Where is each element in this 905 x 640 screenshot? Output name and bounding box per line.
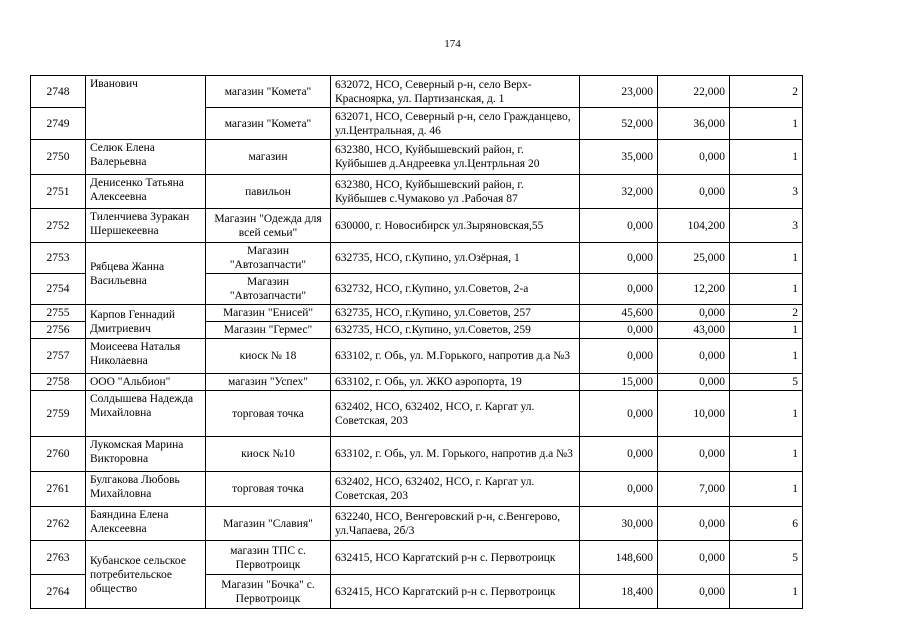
person-name: Иванович [86,76,206,140]
value-1: 45,600 [580,305,658,322]
table-row [31,391,803,437]
table-row [31,243,803,274]
person-name: Селюк Елена Валерьевна [86,140,206,175]
address: 632402, НСО, 632402, НСО, г. Каргат ул. Советская, 203 [331,391,580,437]
row-number: 2748 [31,76,86,108]
value-3: 1 [730,575,803,609]
address: 633102, г. Обь, ул. М.Горького, напротив д.а №3 [331,339,580,374]
value-2: 0,000 [658,507,730,541]
value-2: 36,000 [658,108,730,140]
page-number: 174 [444,38,461,50]
shop-name: Магазин "Автозапчасти" [206,274,331,305]
row-number: 2749 [31,108,86,140]
value-3: 1 [730,322,803,339]
shop-name: Магазин "Бочка" с. Первотроицк [206,575,331,609]
table-row [31,339,803,374]
person-name: Тиленчиева Зуракан Шершекеевна [86,209,206,243]
value-2: 104,200 [658,209,730,243]
value-2: 10,000 [658,391,730,437]
value-3: 2 [730,305,803,322]
value-1: 0,000 [580,274,658,305]
value-3: 1 [730,274,803,305]
row-number: 2759 [31,391,86,437]
value-2: 0,000 [658,374,730,391]
value-3: 6 [730,507,803,541]
table-row [31,374,803,391]
address: 633102, г. Обь, ул. М. Горького, напротив д.а №3 [331,437,580,472]
value-3: 1 [730,108,803,140]
value-2: 43,000 [658,322,730,339]
value-1: 148,600 [580,541,658,575]
value-3: 1 [730,243,803,274]
shop-name: магазин "Комета" [206,108,331,140]
person-name: Баяндина Елена Алексеевна [86,507,206,541]
row-number: 2757 [31,339,86,374]
person-name: Моисеева Наталья Николаевна [86,339,206,374]
row-number: 2755 [31,305,86,322]
person-name: Булгакова Любовь Михайловна [86,472,206,507]
person-name: Кубанское сельское потребительское общество [86,541,206,609]
table-row [31,175,803,209]
value-2: 0,000 [658,140,730,175]
address: 630000, г. Новосибирск ул.Зыряновская,55 [331,209,580,243]
row-number: 2760 [31,437,86,472]
value-1: 0,000 [580,209,658,243]
shop-name: Магазин "Енисей" [206,305,331,322]
value-1: 30,000 [580,507,658,541]
value-2: 12,200 [658,274,730,305]
value-3: 5 [730,541,803,575]
value-1: 52,000 [580,108,658,140]
value-2: 0,000 [658,305,730,322]
value-2: 0,000 [658,575,730,609]
shop-name: магазин [206,140,331,175]
address: 632380, НСО, Куйбышевский район, г. Куйбышев д.Андреевка ул.Центрльная 20 [331,140,580,175]
table-row [31,472,803,507]
row-number: 2762 [31,507,86,541]
shop-name: Магазин "Одежда для всей семьи" [206,209,331,243]
value-1: 0,000 [580,322,658,339]
shop-name: торговая точка [206,472,331,507]
shop-name: киоск № 18 [206,339,331,374]
row-number: 2752 [31,209,86,243]
value-2: 0,000 [658,175,730,209]
data-table [30,75,803,609]
address: 632735, НСО, г.Купино, ул.Советов, 259 [331,322,580,339]
value-3: 1 [730,391,803,437]
shop-name: Магазин "Гермес" [206,322,331,339]
person-name: Карпов Геннадий Дмитриевич [86,305,206,339]
value-1: 18,400 [580,575,658,609]
table-row [31,76,803,108]
address: 632415, НСО Каргатский р-н с. Первотроицк [331,575,580,609]
value-1: 23,000 [580,76,658,108]
shop-name: магазин ТПС с. Первотроицк [206,541,331,575]
address: 632240, НСО, Венгеровский р-н, с.Венгерово, ул.Чапаева, 2б/3 [331,507,580,541]
table-row [31,209,803,243]
row-number: 2750 [31,140,86,175]
row-number: 2753 [31,243,86,274]
value-3: 1 [730,437,803,472]
address: 632402, НСО, 632402, НСО, г. Каргат ул. Советская, 203 [331,472,580,507]
row-number: 2764 [31,575,86,609]
value-3: 1 [730,140,803,175]
row-number: 2763 [31,541,86,575]
value-1: 0,000 [580,472,658,507]
row-number: 2758 [31,374,86,391]
row-number: 2756 [31,322,86,339]
table-row [31,305,803,322]
address: 632072, НСО, Северный р-н, село Верх-Красноярка, ул. Партизанская, д. 1 [331,76,580,108]
value-3: 1 [730,339,803,374]
value-1: 0,000 [580,339,658,374]
address: 632415, НСО Каргатский р-н с. Первотроицк [331,541,580,575]
value-1: 15,000 [580,374,658,391]
value-2: 25,000 [658,243,730,274]
person-name: Рябцева Жанна Васильевна [86,243,206,305]
value-3: 5 [730,374,803,391]
shop-name: Магазин "Автозапчасти" [206,243,331,274]
value-2: 0,000 [658,541,730,575]
value-3: 1 [730,472,803,507]
address: 632732, НСО, г.Купино, ул.Советов, 2-а [331,274,580,305]
row-number: 2761 [31,472,86,507]
shop-name: магазин "Успех" [206,374,331,391]
shop-name: Магазин "Славия" [206,507,331,541]
shop-name: киоск №10 [206,437,331,472]
shop-name: павильон [206,175,331,209]
value-2: 0,000 [658,437,730,472]
person-name: Солдышева Надежда Михайловна [86,391,206,437]
table-row [31,541,803,575]
table-row [31,437,803,472]
value-3: 3 [730,209,803,243]
address: 632071, НСО, Северный р-н, село Гражданцево, ул.Центральная, д. 46 [331,108,580,140]
address: 633102, г. Обь, ул. ЖКО аэропорта, 19 [331,374,580,391]
value-2: 22,000 [658,76,730,108]
person-name: ООО "Альбион" [86,374,206,391]
person-name: Денисенко Татьяна Алексеевна [86,175,206,209]
value-1: 0,000 [580,243,658,274]
address: 632735, НСО, г.Купино, ул.Озёрная, 1 [331,243,580,274]
value-1: 0,000 [580,391,658,437]
address: 632380, НСО, Куйбышевский район, г. Куйбышев с.Чумаково ул .Рабочая 87 [331,175,580,209]
address: 632735, НСО, г.Купино, ул.Советов, 257 [331,305,580,322]
value-2: 0,000 [658,339,730,374]
value-2: 7,000 [658,472,730,507]
value-3: 2 [730,76,803,108]
value-1: 32,000 [580,175,658,209]
person-name: Лукомская Марина Викторовна [86,437,206,472]
table-row [31,507,803,541]
table-row [31,140,803,175]
value-1: 35,000 [580,140,658,175]
shop-name: магазин "Комета" [206,76,331,108]
value-1: 0,000 [580,437,658,472]
row-number: 2751 [31,175,86,209]
value-3: 3 [730,175,803,209]
row-number: 2754 [31,274,86,305]
shop-name: торговая точка [206,391,331,437]
